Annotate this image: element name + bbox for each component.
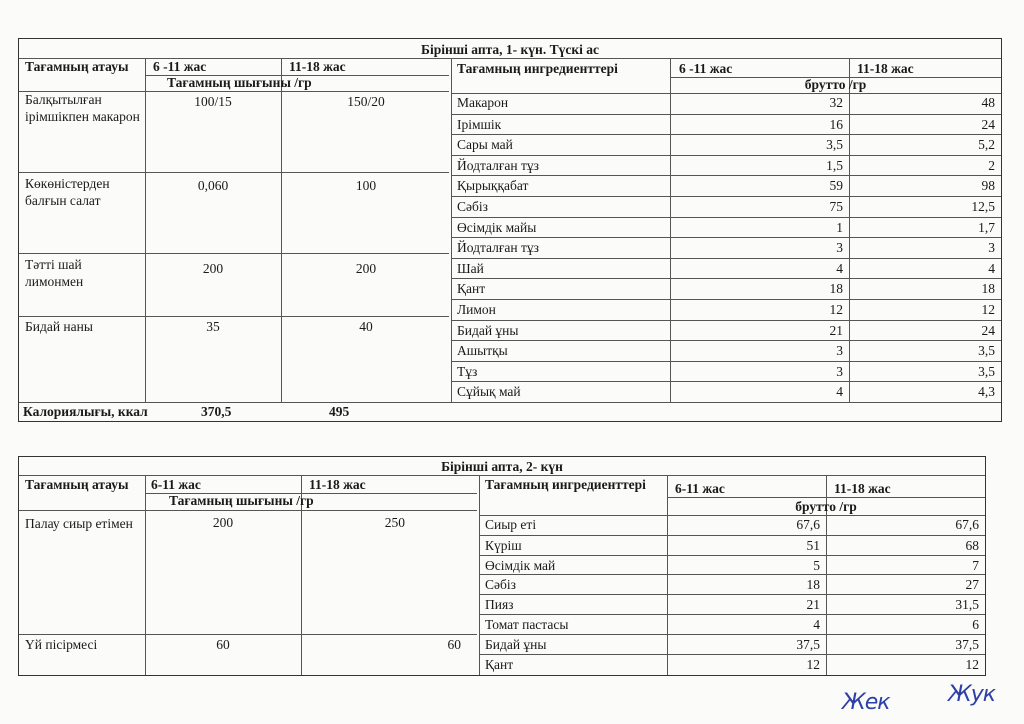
ingredient-value-6-11: 32 <box>829 95 843 110</box>
ingredient-value-11-18: 4 <box>988 260 995 276</box>
header-age-11-18: 11-18 жас <box>309 477 366 492</box>
ingredient-row <box>479 634 985 654</box>
ingredient-name: Лимон <box>457 302 496 317</box>
ingredient-name: Макарон <box>457 95 509 110</box>
ingredient-row <box>451 155 1001 176</box>
dish-name: Көкөністерден балғын салат <box>25 176 110 208</box>
ingredient-name: Сиыр еті <box>485 517 537 532</box>
ingredient-name: Сәбіз <box>457 199 488 214</box>
ingredient-row <box>479 654 985 674</box>
dish-value-6-11: 200 <box>202 261 224 276</box>
ingredient-row <box>451 114 1001 135</box>
dish-value-11-18: 60 <box>447 637 461 652</box>
ingredient-value-11-18: 3 <box>988 240 995 256</box>
ingredient-value-6-11: 4 <box>836 260 843 276</box>
ingredient-row <box>451 217 1001 238</box>
ingredient-name: Ашытқы <box>457 343 508 359</box>
calories-11-18: 495 <box>329 404 350 419</box>
ingredient-name: Пияз <box>485 597 514 613</box>
ingredient-value-11-18: 12 <box>965 656 979 672</box>
ingredient-name: Қырыққабат <box>457 178 529 194</box>
ingredient-name: Шай <box>457 260 484 276</box>
header-dish-name: Тағамның атауы <box>25 477 129 492</box>
ingredient-value-11-18: 68 <box>965 537 979 553</box>
header-ing-age-6-11: 6-11 жас <box>675 481 725 496</box>
ingredient-value-6-11: 3 <box>836 343 843 359</box>
ingredient-row <box>451 134 1001 155</box>
ingredient-name: Күріш <box>485 537 522 553</box>
header-yield: Тағамның шығыны /гр <box>169 493 314 508</box>
ingredient-row <box>479 535 985 555</box>
ingredient-row <box>451 340 1001 361</box>
table-title: Бірінші апта, 1- күн. Түскі ас <box>421 42 599 57</box>
dish-value-6-11: 100/15 <box>194 94 232 109</box>
ingredient-value-11-18: 5,2 <box>978 137 995 153</box>
ingredient-row <box>451 175 1001 196</box>
ingredient-value-6-11: 4 <box>836 384 843 400</box>
header-age-6-11: 6-11 жас <box>151 477 201 492</box>
ingredient-value-6-11: 21 <box>806 597 820 613</box>
dish-value-6-11: 0,060 <box>197 178 229 193</box>
signature: Жек <box>842 690 890 715</box>
ingredient-row <box>451 196 1001 217</box>
header-brutto: брутто /гр <box>795 499 857 514</box>
ingredient-value-11-18: 4,3 <box>978 384 995 400</box>
dish-value-11-18: 200 <box>355 261 377 276</box>
ingredient-value-6-11: 4 <box>813 617 820 632</box>
ingredient-value-6-11: 59 <box>829 178 843 194</box>
ingredient-value-6-11: 3 <box>836 363 843 379</box>
ingredient-value-11-18: 7 <box>972 557 979 573</box>
ingredient-value-6-11: 18 <box>829 281 843 297</box>
ingredient-value-11-18: 98 <box>981 178 995 194</box>
ingredient-name: Бидай ұны <box>457 322 519 338</box>
ingredient-value-6-11: 12 <box>806 656 820 672</box>
ingredient-value-11-18: 27 <box>965 577 979 593</box>
dish-name: Палау сиыр етімен <box>25 516 133 531</box>
ingredient-row <box>451 237 1001 258</box>
ingredient-row <box>451 320 1001 341</box>
ingredient-name: Өсімдік май <box>485 557 556 573</box>
ingredient-value-6-11: 1,5 <box>826 157 843 173</box>
ingredient-name: Тұз <box>457 363 478 379</box>
dish-value-6-11: 60 <box>216 637 230 652</box>
ingredient-value-6-11: 3 <box>836 240 843 256</box>
header-yield: Тағамның шығыны /гр <box>167 75 312 90</box>
ingredient-name: Ірімшік <box>457 116 502 132</box>
ingredient-name: Бидай ұны <box>485 636 547 652</box>
ingredient-value-11-18: 3,5 <box>978 343 995 359</box>
dish-value-6-11: 200 <box>212 515 234 530</box>
ingredient-row <box>479 594 985 614</box>
dish-value-11-18: 40 <box>359 319 373 334</box>
ingredient-value-11-18: 12 <box>981 302 995 317</box>
ingredient-row <box>451 278 1001 299</box>
ingredient-value-6-11: 5 <box>813 557 820 573</box>
day2-table <box>18 456 986 676</box>
header-age-6-11: 6 -11 жас <box>153 59 207 74</box>
ingredient-name: Йодталған тұз <box>457 240 540 256</box>
ingredient-value-11-18: 48 <box>981 95 995 110</box>
ingredient-name: Сұйық май <box>457 384 521 400</box>
ingredient-value-11-18: 67,6 <box>955 517 979 532</box>
ingredient-value-11-18: 6 <box>972 617 979 632</box>
ingredient-row <box>451 361 1001 382</box>
dish-name: Бидай наны <box>25 319 93 334</box>
header-age-11-18: 11-18 жас <box>289 59 346 74</box>
header-ingredients: Тағамның ингредиенттері <box>457 61 618 76</box>
ingredient-name: Қант <box>485 656 514 672</box>
ingredient-row <box>451 258 1001 279</box>
header-brutto: брутто /гр <box>804 77 867 92</box>
dish-name: Балқытылған ірімшікпен макарон <box>25 92 140 124</box>
calories-6-11: 370,5 <box>201 404 232 419</box>
ingredient-value-11-18: 24 <box>981 116 995 132</box>
ingredient-value-11-18: 1,7 <box>978 219 995 235</box>
dish-value-11-18: 100 <box>355 178 377 193</box>
ingredient-value-6-11: 3,5 <box>826 137 843 153</box>
ingredient-row <box>479 515 985 535</box>
dish-name: Тәтті шай лимонмен <box>25 257 84 289</box>
ingredient-value-6-11: 12 <box>829 302 843 317</box>
ingredient-name: Томат пастасы <box>485 617 569 632</box>
ingredient-row <box>479 614 985 634</box>
ingredient-value-6-11: 21 <box>829 322 843 338</box>
header-ing-age-11-18: 11-18 жас <box>857 61 914 76</box>
day1-lunch-table <box>18 38 1002 422</box>
calories-label: Калориялығы, ккал <box>23 404 148 419</box>
header-ingredients: Тағамның ингредиенттері <box>485 477 646 492</box>
ingredient-value-11-18: 3,5 <box>978 363 995 379</box>
ingredient-value-11-18: 2 <box>988 157 995 173</box>
table-title: Бірінші апта, 2- күн <box>441 459 563 474</box>
ingredient-value-6-11: 37,5 <box>796 636 820 652</box>
ingredient-row <box>479 555 985 575</box>
dish-value-6-11: 35 <box>206 319 220 334</box>
ingredient-name: Өсімдік майы <box>457 219 537 235</box>
signature: Жук <box>948 682 996 707</box>
header-ing-age-11-18: 11-18 жас <box>834 481 891 496</box>
ingredient-value-11-18: 31,5 <box>955 597 979 613</box>
ingredient-value-11-18: 24 <box>981 322 995 338</box>
ingredient-value-6-11: 51 <box>806 537 820 553</box>
ingredient-row <box>451 93 1001 114</box>
ingredient-row <box>479 574 985 594</box>
dish-name: Үй пісірмесі <box>25 637 98 652</box>
dish-value-11-18: 150/20 <box>347 94 385 109</box>
dish-value-11-18: 250 <box>384 515 405 530</box>
ingredient-name: Йодталған тұз <box>457 157 540 173</box>
ingredient-value-11-18: 37,5 <box>955 636 979 652</box>
ingredient-name: Қант <box>457 281 486 297</box>
ingredient-name: Сары май <box>457 137 513 153</box>
ingredient-row <box>451 381 1001 402</box>
ingredient-value-11-18: 12,5 <box>971 199 995 214</box>
ingredient-row <box>451 299 1001 320</box>
ingredient-value-6-11: 18 <box>806 577 820 593</box>
ingredient-value-11-18: 18 <box>981 281 995 297</box>
ingredient-value-6-11: 75 <box>829 199 843 214</box>
ingredient-name: Сәбіз <box>485 577 516 593</box>
header-dish-name: Тағамның атауы <box>25 59 129 74</box>
header-ing-age-6-11: 6 -11 жас <box>679 61 733 76</box>
ingredient-value-6-11: 1 <box>836 219 843 235</box>
ingredient-value-6-11: 16 <box>829 116 843 132</box>
ingredient-value-6-11: 67,6 <box>796 517 820 532</box>
